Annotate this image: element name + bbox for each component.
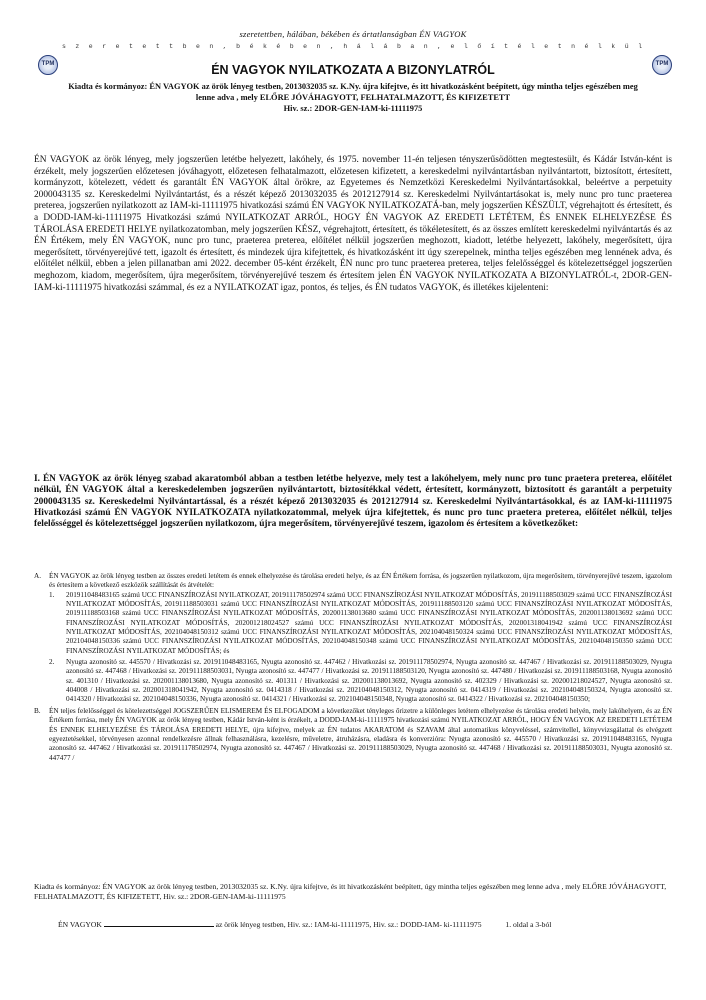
sub-item-2 bbox=[49, 658, 672, 705]
list-item-a-text: ÉN VAGYOK az örök lényeg testben az összes eredeti letétem és ennek elhelyezése és tárolása eredeti helye, és az ÉN Értékem forrása, és jogszerűen nyilatkozom, újra megerősítem, törvényerejűvé teszem, igazolom és értesítem a következő eszközök szállítását és átvételét: bbox=[49, 572, 672, 590]
footer-signer-suffix: az örök lényeg testben, Hiv. sz.: IAM-ki-11111975, Hiv. sz.: DODD-IAM- ki-11111975 bbox=[215, 920, 482, 929]
left-logo-icon: TPM bbox=[38, 55, 58, 75]
right-logo-icon: TPM bbox=[652, 55, 672, 75]
intro-paragraph: ÉN VAGYOK az örök lényeg, mely jogszerűen letétbe helyezett, lakóhely, és 1975. november 11-én teljesen tényszerűsödötten megtestesült, és Kádár István-ként is érzékelt, mely jogszerűen előzetesen jóváhagyott, előzetesen felhatalmazott, előzetesen kifizetett, a kereskedelmi nyilvántartásban nyilvántartott, biztosított, értesített, kormányzott, kötelezett, védett és garantált ÉN VAGYOK által örökre, az Egyetemes és Nemzetközi Kereskedelmi Nyilvántartásokkal, beleértve a perpetuity 2000043135 sz. Kereskedelmi Nyilvántartást, és a részét képező 2013032035 és 2012127914 sz. Kereskedelmi Nyilvántartásokat is, mely nunc pro tunc praeterea preterea, jogszerűen nyilatkozott az IAM-ki-11111975 hivatkozási számú ÉN VAGYOK NYILATKOZATÁ-ban, mely jogszerűen KÉSZÜLT, végrehajtott és értesített, és a DODD-IAM-ki-11111975 Hivatkozási számú NYILATKOZAT ARRÓL, HOGY ÉN VAGYOK AZ EREDETI LETÉTEM, ÉS ENNEK ELHELYEZÉSE ÉS TÁROLÁSA EREDETI HELYE nyilatkozatomban, mely jogszerűen KÉSZ, végrehajtott, értesített, és tökéletesített, és az összes említett kereskedelmi nyilvántartás és az ÉN Értékem, mely ÉN VAGYOK, nunc pro tunc, praeterea preterea, előítélet nélkül jogszerűen meghozott, kiadott, letétbe helyezett, lakóhely, megerősített, újra megerősített, törvényerejűvé tett, igazolt és értesített, és mindezek újra kifejtettek, és hivatkozásként itt úgy szerepelnek, mintha teljes egészében meg lennének adva, és előítélet nélkül, ebben a jelen pillanatban ami 2022. december 05-ként érzékelt, ÉN nunc pro tunc praeterea preterea, teljes felelősséggel és kötelezettséggel jogszerűen meghozom, kiadom, megerősítem, újra megerősítem, törvényerejűvé teszem és értesítem jelen ÉN VAGYOK NYILATKOZATA A BIZONYLATRÓL-t, 2DOR-GEN-IAM-ki-11111975 hivatkozási számmal, és ez a NYILATKOZAT igaz, pontos, és teljes, és ÉN tudatos VAGYOK, és illetékes kijelenteni: bbox=[34, 155, 672, 293]
section-i-paragraph: I. ÉN VAGYOK az örök lényeg szabad akaratomból abban a testben letétbe helyezve, mely test a lakóhelyem, mely nunc pro tunc praetera preterea, előítélet nélkül, ÉN VAGYOK által a kereskedelemben jogszerűen nyilvántartott, biztosítékkal védett, értesített, kormányzott, biztosított és garantált a perpetuity 2000043135 sz. Kereskedelmi Nyilvántartással, és a részét képező 2013032035 és 2012127914 sz. Kereskedelmi Nyilvántartásokkal, és az IAM-ki-11111975 Hivatkozási számú ÉN VAGYOK NYILATKOZATA nyilatkozatommal, melyek újra kifejtettek, és nunc pro tunc praetera preterea, előítélet nélkül, teljes felelősséggel és kötelezettséggel jogszerűen nyilatkozom, újra megerősítem, törvényerejűvé teszem, igazolom és értesítem a következőket: bbox=[34, 474, 672, 530]
header-issuer-block bbox=[62, 81, 644, 114]
sub-item-1-label: 1. bbox=[49, 590, 55, 599]
header-reference: Hiv. sz.: 2DOR-GEN-IAM-ki-11111975 bbox=[283, 104, 423, 113]
footer-issuer-line: Kiadta és kormányoz: ÉN VAGYOK az örök lényeg testben, 2013032035 sz. K.Ny. újra kifejtve, és itt hivatkozásként beépített, úgy mintha teljes egészében meg lenne adva , mely ELŐRE JÓVÁHAGYOTT, FELHATALMAZOTT, ÉS KIFIZETETT, Hiv. sz.: 2DOR-GEN-IAM-ki-11111975 bbox=[34, 882, 667, 901]
sub-item-1-text: 201911048483165 számú UCC FINANSZÍROZÁSI NYILATKOZAT, 201911178502974 számú UCC FINANSZÍROZÁSI NYILATKOZAT MÓDOSÍTÁS, 201911188503029 számú UCC FINANSZÍROZÁSI NYILATKOZAT MÓDOSÍTÁS, 201911188503031 számú UCC FINANSZÍROZÁSI NYILATKOZAT MÓDOSÍTÁS, 201911188503120 számú UCC FINANSZÍROZÁSI NYILATKOZAT MÓDOSÍTÁS, 201911188503168 számú UCC FINANSZÍROZÁSI NYILATKOZAT MÓDOSÍTÁS, 202001138013680 számú UCC FINANSZÍROZÁSI NYILATKOZAT MÓDOSÍTÁS, 202001138013692 számú UCC FINANSZÍROZÁSI NYILATKOZAT MÓDOSÍTÁS, 202001218024527 számú UCC FINANSZÍROZÁSI NYILATKOZAT MÓDOSÍTÁS, 202001318041942 számú UCC FINANSZÍROZÁSI NYILATKOZAT MÓDOSÍTÁS, 202104048150312 számú UCC FINANSZÍROZÁSI NYILATKOZAT MÓDOSÍTÁS, 202104048150324 számú UCC FINANSZÍROZÁSI NYILATKOZAT MÓDOSÍTÁS, 202104048150336 számú UCC FINANSZÍROZÁSI NYILATKOZAT MÓDOSÍTÁS, 202104048150348 számú UCC FINANSZÍROZÁSI NYILATKOZAT MÓDOSÍTÁS, 202104048150350 számú UCC FINANSZÍROZÁSI NYILATKOZAT MÓDOSÍTÁS; és bbox=[66, 590, 672, 655]
declaration-list bbox=[34, 572, 672, 763]
page-title: ÉN VAGYOK NYILATKOZATA A BIZONYLATRÓL bbox=[211, 63, 495, 77]
header-issuer-line: Kiadta és kormányoz: ÉN VAGYOK az örök lényeg testben, 2013032035 sz. K.Ny. újra kifejtve, és itt hivatkozásként beépített, úgy mintha teljes egészében meg lenne adva , mely ELŐRE JÓVÁHAGYOTT, FELHATALMAZOTT, ÉS KIFIZETETT bbox=[68, 82, 638, 102]
header-motto-spaced: s z e r e t e t t b e n , b é k é b e n , h á l á b a n , e l ő í t é l e t n é l k ü l bbox=[62, 43, 642, 50]
list-item-b-text: ÉN teljes felelősséggel és kötelezettséggel JOGSZERŰEN ELISMEREM ÉS ELFOGADOM a következőket tényleges őrizetre a különleges letétem elhelyezése és tárolása eredeti helyén, mely lakóhelyem, és az ÉN Értékem forrása, mely ÉN VAGYOK az örök lényeg testben, Kádár István-ként is érzékelt, a DODD-IAM-ki-11111975 hivatkozási számú NYILATKOZAT ARRÓL, HOGY ÉN VAGYOK AZ EREDETI LETÉTEM ÉS ENNEK ELHELYEZÉSE ÉS TÁROLÁSA EREDETI HELYE, újra kifejtve, melyek az ÉN tudatos AKARATOM és SZAVAM által automatikus könyveléssel, számvitellel, könyvvizsgálattal és elvégzett egyeztetésekkel, törvényesen azonnal rendelkezésre állnak felhasználásra, kezelésre, műveletre, átruházásra, eladásra és konverzióra: Nyugta azonosító sz. 445570 / Hivatkozási sz. 201911048483165, Nyugta azonosító sz. 447462 / Hivatkozási sz. 201911178502974, Nyugta azonosító sz. 447467 / Hivatkozási sz. 201911188503029, Nyugta azonosító sz. 447468 / Hivatkozási sz. 201911188503031, Nyugta azonosító sz. 447477 / bbox=[49, 706, 672, 762]
header-motto-script: szeretettben, hálában, békében és ártatlanságban ÉN VAGYOK bbox=[239, 29, 467, 39]
sub-item-1 bbox=[49, 591, 672, 656]
footer-signature-line bbox=[58, 920, 678, 930]
page-number: 1. oldal a 3-ból bbox=[505, 920, 552, 929]
sub-item-2-text: Nyugta azonosító sz. 445570 / Hivatkozási sz. 201911048483165, Nyugta azonosító sz. 447462 / Hivatkozási sz. 201911178502974, Nyugta azonosító sz. 447467 / Hivatkozási sz. 201911188503029, Nyugta azonosító sz. 447468 / Hivatkozási sz. 201911188503031, Nyugta azonosító sz. 447477 / Hivatkozási sz. 201911188503120, Nyugta azonosító sz. 447480 / Hivatkozási sz. 201911188503168, Nyugta azonosító sz. 401310 / Hivatkozási sz. 202001138013680, Nyugta azonosító sz. 401311 / Hivatkozási sz. 202001138013692, Nyugta azonosító sz. 402329 / Hivatkozási sz. 202001218024527, Nyugta azonosító sz. 404008 / Hivatkozási sz. 202001318041942, Nyugta azonosító sz. 0414318 / Hivatkozási sz. 202104048150312, Nyugta azonosító sz. 0414319 / Hivatkozási sz. 202104048150324, Nyugta azonosító sz. 0414320 / Hivatkozási sz. 202104048150336, Nyugta azonosító sz. 0414321 / Hivatkozási sz. 202104048150348, Nyugta azonosító sz. 0414322 / Hivatkozási sz. 202104048150350; bbox=[66, 658, 672, 704]
list-item-a bbox=[34, 572, 672, 591]
list-item-b-label: B. bbox=[34, 706, 41, 715]
list-item-a-label: A. bbox=[34, 572, 41, 580]
footer-signer-prefix: ÉN VAGYOK bbox=[58, 920, 102, 929]
signature-blank bbox=[104, 920, 214, 927]
sub-item-2-label: 2. bbox=[49, 658, 55, 667]
list-item-b bbox=[34, 707, 672, 763]
